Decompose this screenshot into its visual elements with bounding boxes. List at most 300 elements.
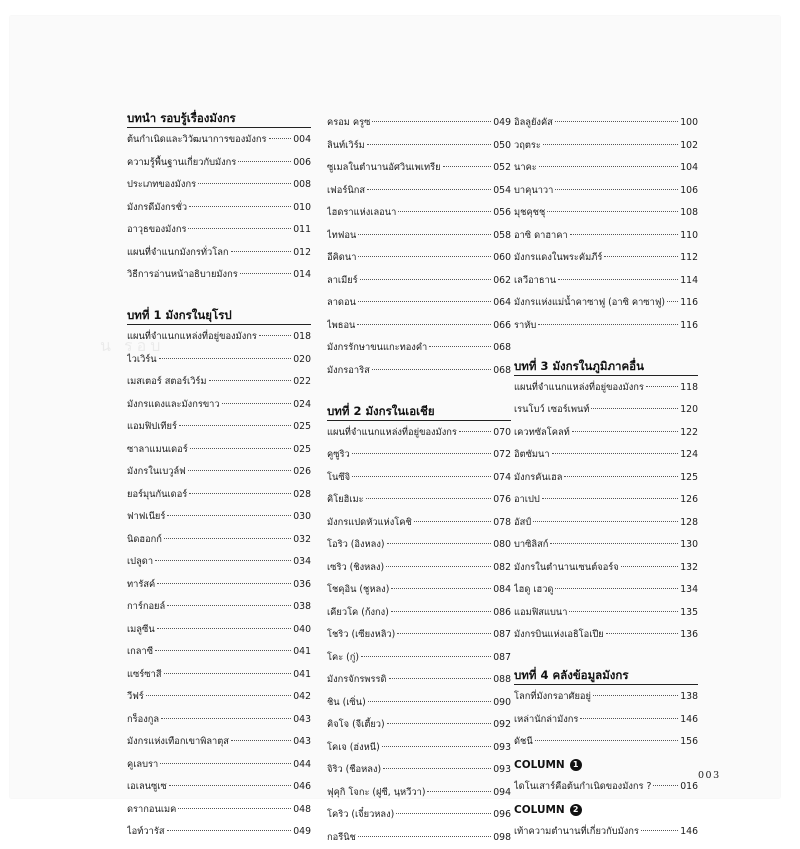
toc-entry-page: 112	[680, 247, 698, 270]
dot-leader	[169, 785, 291, 786]
toc-entry	[514, 422, 698, 445]
dot-leader	[372, 369, 491, 370]
toc-entry-title: แผนที่จำแนกแหล่งที่อยู่ของมังกร	[327, 422, 457, 445]
toc-entry-page: 016	[680, 776, 698, 799]
toc-entry	[514, 315, 698, 338]
toc-entry-title: บาคุนาวา	[514, 180, 553, 203]
toc-entry	[514, 776, 698, 799]
toc-entry	[127, 619, 311, 642]
toc-entry-page: 024	[293, 394, 311, 417]
toc-entry-title: ไดโนเสาร์คือต้นกำเนิดของมังกร ?	[514, 776, 651, 799]
toc-entry	[127, 152, 311, 175]
toc-entry-page: 102	[680, 135, 698, 158]
toc-entry-title: เควทซัลโคลท์	[514, 422, 570, 445]
dot-leader	[368, 701, 492, 702]
toc-entry-page: 114	[680, 270, 698, 293]
toc-entry-title: นาคะ	[514, 157, 537, 180]
toc-entry-page: 134	[680, 579, 698, 602]
toc-entry	[327, 534, 511, 557]
toc-entry	[127, 664, 311, 687]
toc-entry-title: ไพธอน	[327, 315, 355, 338]
dot-leader	[604, 256, 678, 257]
toc-entry	[327, 315, 511, 338]
dot-leader	[621, 566, 679, 567]
dot-leader	[414, 521, 491, 522]
toc-entry-title: คิจโจ (จีเตี้ยว)	[327, 714, 385, 737]
toc-entry-title: โชคุอิน (ชูหลง)	[327, 579, 389, 602]
dot-leader	[146, 695, 291, 696]
dot-leader	[358, 256, 491, 257]
toc-entry	[514, 377, 698, 400]
toc-entry	[514, 624, 698, 647]
dot-leader	[386, 566, 491, 567]
toc-entry-title: ไฮดู เฮวดู	[514, 579, 553, 602]
toc-entry	[514, 135, 698, 158]
column-label-text: COLUMN	[514, 799, 565, 822]
dot-leader	[189, 493, 291, 494]
toc-entry-page: 108	[680, 202, 698, 225]
toc-entry-page: 086	[493, 602, 511, 625]
toc-entry	[327, 737, 511, 760]
toc-entry-title: ต้นกำเนิดและวิวัฒนาการของมังกร	[127, 129, 267, 152]
dot-leader	[667, 301, 678, 302]
toc-entry	[514, 444, 698, 467]
toc-entry	[327, 270, 511, 293]
dot-leader	[190, 448, 292, 449]
toc-entry	[127, 219, 311, 242]
toc-entry-page: 074	[493, 467, 511, 490]
toc-entry-title: มุชคุชชุ	[514, 202, 545, 225]
toc-entry	[514, 112, 698, 135]
toc-entry	[327, 804, 511, 827]
toc-entry-title: มังกรรักษาขนแกะทองคำ	[327, 337, 427, 360]
toc-entry	[327, 512, 511, 535]
toc-entry-page: 098	[493, 827, 511, 849]
dot-leader	[259, 335, 291, 336]
toc-entry	[327, 692, 511, 715]
toc-entry	[514, 399, 698, 422]
toc-column-3	[514, 112, 698, 844]
toc-entry-page: 041	[293, 664, 311, 687]
toc-entry-title: กร็องกูล	[127, 709, 159, 732]
toc-entry-title: มังกรในตำนานเซนต์จอร์จ	[514, 557, 619, 580]
dot-leader	[646, 386, 678, 387]
dot-leader	[240, 273, 292, 274]
toc-entry-page: 030	[293, 506, 311, 529]
toc-entry-title: เอเลนซูเซ	[127, 776, 167, 799]
toc-entry-page: 116	[680, 315, 698, 338]
toc-entry-title: เลวีอาธาน	[514, 270, 556, 293]
toc-entry-page: 128	[680, 512, 698, 535]
toc-entry-page: 096	[493, 804, 511, 827]
toc-entry	[127, 326, 311, 349]
toc-entry-page: 043	[293, 731, 311, 754]
toc-entry-title: ทารัสค์	[127, 574, 155, 597]
toc-column-2	[327, 112, 511, 849]
toc-entry-page: 036	[293, 574, 311, 597]
toc-entry-page: 087	[493, 647, 511, 670]
dot-leader	[372, 121, 491, 122]
toc-entry-title: แผนที่จำแนกแหล่งที่อยู่ของมังกร	[127, 326, 257, 349]
toc-entry-title: ลินท์เวิร์ม	[327, 135, 365, 158]
toc-entry-title: นิดฮอกก์	[127, 529, 162, 552]
toc-entry	[327, 467, 511, 490]
toc-entry-page: 028	[293, 484, 311, 507]
toc-entry	[127, 754, 311, 777]
dot-leader	[391, 588, 491, 589]
toc-entry	[514, 202, 698, 225]
toc-entry	[327, 180, 511, 203]
toc-entry	[327, 202, 511, 225]
toc-entry-page: 020	[293, 349, 311, 372]
toc-entry-page: 012	[293, 242, 311, 265]
toc-entry-page: 146	[680, 709, 698, 732]
toc-entry-page: 018	[293, 326, 311, 349]
dot-leader	[389, 678, 492, 679]
toc-entry-title: มังกรคันเฮล	[514, 467, 562, 490]
toc-entry-title: แซร์ซาสี	[127, 664, 162, 687]
toc-entry-page: 093	[493, 737, 511, 760]
toc-entry	[127, 394, 311, 417]
toc-entry-title: อาเปป	[514, 489, 540, 512]
toc-entry-title: การ์กอยล์	[127, 596, 165, 619]
toc-entry-page: 070	[493, 422, 511, 445]
dot-leader	[231, 251, 292, 252]
dot-leader	[164, 673, 292, 674]
dot-leader	[564, 476, 678, 477]
toc-entry	[514, 512, 698, 535]
dot-leader	[352, 476, 491, 477]
toc-entry-page: 004	[293, 129, 311, 152]
toc-entry-title: มังกรแดงและมังกรขาว	[127, 394, 220, 417]
dot-leader	[550, 543, 678, 544]
toc-entry-page: 082	[493, 557, 511, 580]
toc-entry-page: 118	[680, 377, 698, 400]
toc-entry-title: โลกที่มังกรอาศัยอยู่	[514, 686, 591, 709]
dot-leader	[555, 189, 678, 190]
toc-entry-page: 068	[493, 360, 511, 383]
toc-entry-title: มังกรแดงในพระคัมภีร์	[514, 247, 602, 270]
toc-entry	[127, 461, 311, 484]
toc-entry	[127, 174, 311, 197]
dot-leader	[159, 358, 292, 359]
toc-entry-page: 087	[493, 624, 511, 647]
dot-leader	[555, 588, 678, 589]
toc-entry	[327, 557, 511, 580]
toc-entry	[127, 506, 311, 529]
toc-entry-page: 042	[293, 686, 311, 709]
toc-entry-page: 146	[680, 821, 698, 844]
toc-entry-page: 092	[493, 714, 511, 737]
toc-entry-page: 032	[293, 529, 311, 552]
toc-entry	[514, 270, 698, 293]
toc-entry	[327, 759, 511, 782]
toc-entry-page: 041	[293, 641, 311, 664]
toc-entry-title: บาซิลิสก์	[514, 534, 548, 557]
toc-entry	[327, 292, 511, 315]
toc-entry	[127, 709, 311, 732]
toc-entry-title: โอริว (อิงหลง)	[327, 534, 385, 557]
toc-entry-page: 080	[493, 534, 511, 557]
dot-leader	[360, 279, 492, 280]
toc-entry-title: แผนที่จำแนกแหล่งที่อยู่ของมังกร	[514, 377, 644, 400]
toc-entry-title: เมสเตอร์ สตอร์เวิร์ม	[127, 371, 207, 394]
toc-entry-page: 026	[293, 461, 311, 484]
toc-entry-title: คิโยฮิเมะ	[327, 489, 364, 512]
dot-leader	[231, 740, 291, 741]
toc-entry-title: อีคิดนา	[327, 247, 356, 270]
toc-entry	[127, 821, 311, 844]
toc-entry-page: 008	[293, 174, 311, 197]
toc-entry-page: 022	[293, 371, 311, 394]
dot-leader	[542, 498, 678, 499]
dot-leader	[383, 768, 491, 769]
toc-entry-page: 049	[293, 821, 311, 844]
chapter-heading: บทที่ 3 มังกรในภูมิภาคอื่น	[514, 360, 698, 376]
toc-entry-title: ฟาฟเนียร์	[127, 506, 165, 529]
toc-entry-title: เรนโบว์ เซอร์เพนท์	[514, 399, 589, 422]
toc-entry-title: ไทฟอน	[327, 225, 356, 248]
dot-leader	[161, 718, 291, 719]
toc-entry-title: คูซูริว	[327, 444, 350, 467]
toc-entry	[327, 602, 511, 625]
toc-entry-page: 122	[680, 422, 698, 445]
toc-entry	[327, 647, 511, 670]
toc-entry-title: คูเลบรา	[127, 754, 158, 777]
chapter-heading: บทที่ 2 มังกรในเอเชีย	[327, 405, 511, 421]
toc-entry-page: 094	[493, 782, 511, 805]
toc-entry	[327, 360, 511, 383]
toc-entry-title: โคริว (เจี๋ยวหลง)	[327, 804, 394, 827]
toc-entry-page: 060	[493, 247, 511, 270]
toc-entry-title: วฤตระ	[514, 135, 541, 158]
dot-leader	[555, 121, 678, 122]
toc-entry-page: 043	[293, 709, 311, 732]
toc-entry-title: เปลูดา	[127, 551, 153, 574]
dot-leader	[164, 538, 291, 539]
toc-entry-title: มังกรอาริส	[327, 360, 370, 383]
toc-entry	[514, 557, 698, 580]
dot-leader	[358, 234, 491, 235]
toc-entry-page: 116	[680, 292, 698, 315]
toc-entry-title: ดรากอนเมค	[127, 799, 176, 822]
toc-entry	[514, 292, 698, 315]
toc-entry-page: 104	[680, 157, 698, 180]
toc-entry-page: 066	[493, 315, 511, 338]
toc-entry-page: 046	[293, 776, 311, 799]
dot-leader	[397, 633, 491, 634]
dot-leader	[538, 324, 678, 325]
toc-entry	[327, 579, 511, 602]
toc-entry	[127, 574, 311, 597]
toc-entry-title: แอมฟิปเทียร์	[127, 416, 177, 439]
toc-entry-page: 110	[680, 225, 698, 248]
toc-entry-page: 068	[493, 337, 511, 360]
toc-entry-title: วีฟร์	[127, 686, 144, 709]
toc-entry-title: มังกรแปดหัวแห่งโคชิ	[327, 512, 412, 535]
toc-entry-title: เมลูซีน	[127, 619, 155, 642]
dot-leader	[427, 791, 491, 792]
toc-entry	[127, 484, 311, 507]
dot-leader	[593, 695, 678, 696]
toc-entry	[514, 489, 698, 512]
dot-leader	[367, 144, 492, 145]
dot-leader	[543, 144, 678, 145]
toc-entry-page: 132	[680, 557, 698, 580]
toc-entry-title: แอมฟิสแบนา	[514, 602, 567, 625]
toc-entry	[127, 439, 311, 462]
toc-entry-page: 124	[680, 444, 698, 467]
toc-entry-title: อิลลูยังคัส	[514, 112, 553, 135]
dot-leader	[398, 211, 491, 212]
section-spacer	[327, 382, 511, 405]
dot-leader	[155, 650, 291, 651]
toc-entry-title: ลาเมียร์	[327, 270, 358, 293]
dot-leader	[382, 746, 492, 747]
toc-entry-title: อาวุธของมังกร	[127, 219, 186, 242]
toc-entry-title: ครอม ครูซ	[327, 112, 370, 135]
toc-entry-page: 076	[493, 489, 511, 512]
toc-entry-title: เซริว (ชิงหลง)	[327, 557, 384, 580]
dot-leader	[653, 785, 678, 786]
toc-entry-title: มังกรบินแห่งเอธิโอเปีย	[514, 624, 604, 647]
toc-entry	[127, 416, 311, 439]
toc-entry-page: 049	[493, 112, 511, 135]
dot-leader	[358, 836, 491, 837]
dot-leader	[222, 403, 292, 404]
toc-entry-page: 126	[680, 489, 698, 512]
toc-entry-page: 093	[493, 759, 511, 782]
toc-entry-page: 136	[680, 624, 698, 647]
toc-entry-page: 025	[293, 439, 311, 462]
toc-entry-title: จิริว (ชือหลง)	[327, 759, 381, 782]
dot-leader	[429, 346, 491, 347]
toc-column-1	[127, 112, 311, 844]
toc-entry	[514, 157, 698, 180]
section-spacer	[127, 287, 311, 310]
toc-entry-page: 050	[493, 135, 511, 158]
toc-page	[10, 16, 780, 798]
toc-entry-title: มังกรแห่งเทือกเขาพิลาตุส	[127, 731, 229, 754]
toc-entry-page: 011	[293, 219, 311, 242]
column-section-label	[514, 754, 698, 777]
dot-leader	[580, 718, 678, 719]
toc-entry-title: ชิน (เซิ่น)	[327, 692, 366, 715]
toc-entry-title: ความรู้พื้นฐานเกี่ยวกับมังกร	[127, 152, 236, 175]
toc-entry	[127, 264, 311, 287]
toc-entry	[514, 821, 698, 844]
toc-entry-page: 078	[493, 512, 511, 535]
toc-entry-title: กอรีนิช	[327, 827, 356, 849]
toc-entry-title: เท้าความตำนานที่เกี่ยวกับมังกร	[514, 821, 639, 844]
dot-leader	[366, 498, 492, 499]
toc-entry	[127, 641, 311, 664]
dot-leader	[443, 166, 492, 167]
toc-entry-page: 034	[293, 551, 311, 574]
dot-leader	[591, 408, 678, 409]
toc-entry-title: ยอร์มุนกันเดอร์	[127, 484, 187, 507]
chapter-heading: บทที่ 1 มังกรในยุโรป	[127, 309, 311, 325]
toc-entry	[327, 669, 511, 692]
dot-leader	[535, 740, 679, 741]
toc-entry-page: 010	[293, 197, 311, 220]
toc-entry-page: 088	[493, 669, 511, 692]
toc-entry-title: เฟอร์นิกส	[327, 180, 365, 203]
toc-entry	[327, 782, 511, 805]
page-number: 003	[698, 770, 721, 781]
dot-leader	[160, 763, 291, 764]
dot-leader	[396, 813, 491, 814]
toc-entry-title: มังกรดีมังกรชั่ว	[127, 197, 187, 220]
toc-entry-page: 056	[493, 202, 511, 225]
toc-entry-title: ซาลาแมนเดอร์	[127, 439, 188, 462]
toc-entry-page: 025	[293, 416, 311, 439]
dot-leader	[552, 453, 679, 454]
toc-entry-title: ประเภทของมังกร	[127, 174, 196, 197]
toc-entry	[127, 686, 311, 709]
dot-leader	[459, 431, 491, 432]
toc-entry-page: 058	[493, 225, 511, 248]
toc-entry-page: 006	[293, 152, 311, 175]
toc-entry	[127, 197, 311, 220]
toc-entry-page: 062	[493, 270, 511, 293]
toc-entry-page: 044	[293, 754, 311, 777]
toc-entry-page: 048	[293, 799, 311, 822]
toc-entry	[514, 602, 698, 625]
dot-leader	[189, 206, 291, 207]
dot-leader	[572, 431, 678, 432]
dot-leader	[539, 166, 678, 167]
toc-entry	[327, 714, 511, 737]
toc-entry	[514, 180, 698, 203]
toc-entry	[327, 157, 511, 180]
dot-leader	[533, 521, 678, 522]
toc-entry-page: 038	[293, 596, 311, 619]
column-section-label	[514, 799, 698, 822]
toc-entry	[127, 529, 311, 552]
toc-entry-page: 072	[493, 444, 511, 467]
column-label-text: COLUMN	[514, 754, 565, 777]
dot-leader	[367, 189, 491, 190]
toc-entry	[514, 247, 698, 270]
toc-entry-page: 100	[680, 112, 698, 135]
section-spacer	[514, 337, 698, 360]
toc-entry-title: อัสป์	[514, 512, 531, 535]
chapter-heading: บทนำ รอบรู้เรื่องมังกร	[127, 112, 311, 128]
toc-entry	[127, 731, 311, 754]
toc-entry-page: 064	[493, 292, 511, 315]
toc-entry-title: วิธีการอ่านหน้าอธิบายมังกร	[127, 264, 238, 287]
dot-leader	[157, 583, 291, 584]
toc-entry	[514, 731, 698, 754]
toc-entry-page: 040	[293, 619, 311, 642]
dot-leader	[167, 830, 292, 831]
toc-entry-title: โคเจ (ฮ่งหนี)	[327, 737, 380, 760]
toc-entry-title: โคะ (กู่)	[327, 647, 359, 670]
toc-entry-page: 125	[680, 467, 698, 490]
toc-entry-title: โนซึจิ	[327, 467, 350, 490]
toc-entry-title: มังกรจักรพรรดิ	[327, 669, 387, 692]
toc-entry-page: 120	[680, 399, 698, 422]
toc-entry-title: ไฮดราแห่งเลอนา	[327, 202, 396, 225]
dot-leader	[167, 605, 291, 606]
dot-leader	[569, 611, 678, 612]
dot-leader	[357, 324, 491, 325]
toc-entry-title: ดัชนี	[514, 731, 533, 754]
toc-entry-title: ลาดอน	[327, 292, 356, 315]
toc-entry	[327, 135, 511, 158]
toc-entry-page: 106	[680, 180, 698, 203]
